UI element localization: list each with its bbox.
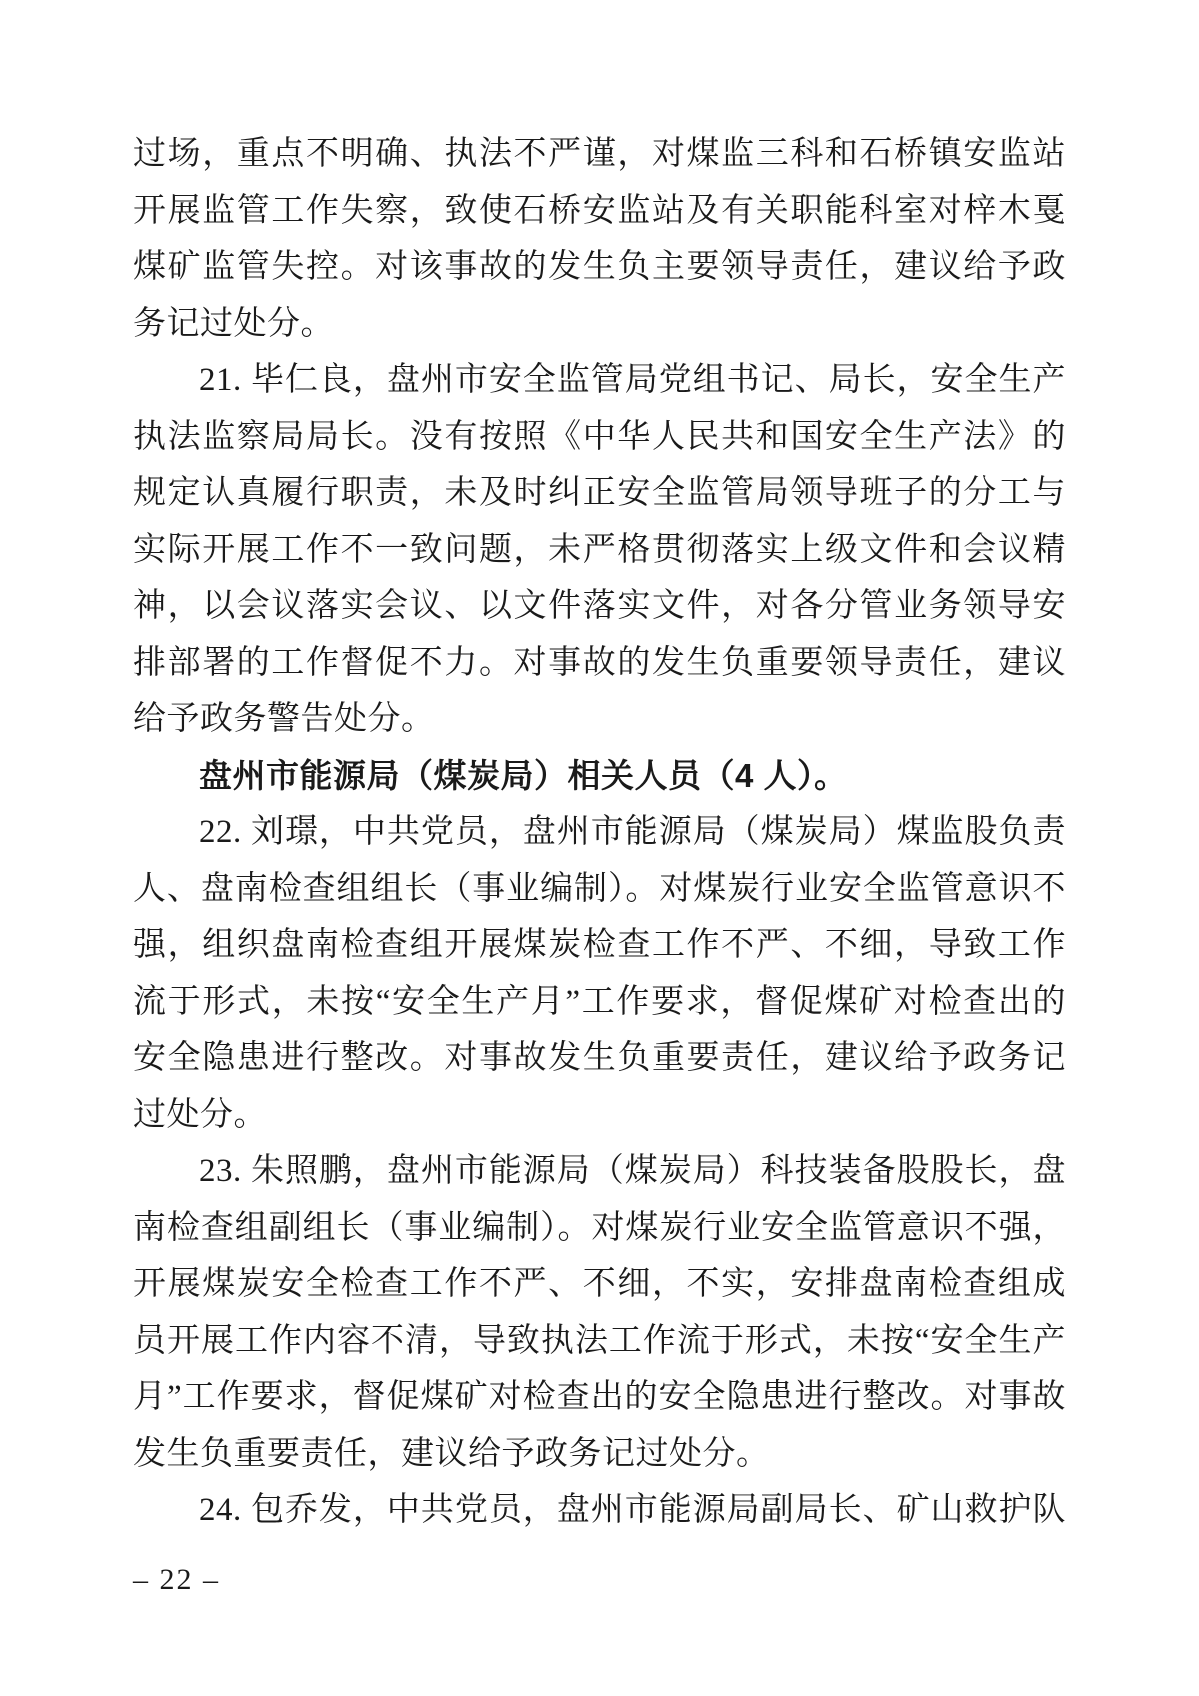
paragraph: 24. 包乔发，中共党员，盘州市能源局副局长、矿山救护队: [199, 1492, 1066, 1528]
section-heading: 盘州市能源局（煤炭局）相关人员（4 人）。: [199, 756, 848, 794]
paragraph: 23. 朱照鹏，盘州市能源局（煤炭局）科技装备股股长，盘南检查组副组长（事业编制）。对煤炭行业安全监管意识不强，开展煤炭安全检查工作不严、不细，不实，安排盘南检查组成员开展工作内容不清，导致执法工作流于形式，未按“安全生产月”工作要求，督促煤矿对检查出的安全隐患进行整改。对事故发生负重要责任，建议给予政务记过处分。: [133, 1153, 1066, 1472]
paragraph: 22. 刘璟，中共党员，盘州市能源局（煤炭局）煤监股负责人、盘南检查组组长（事业编制）。对煤炭行业安全监管意识不强，组织盘南检查组开展煤炭检查工作不严、不细，导致工作流于形式，未按“安全生产月”工作要求，督促煤矿对检查出的安全隐患进行整改。对事故发生负重要责任，建议给予政务记过处分。: [133, 814, 1066, 1133]
document-body: [133, 126, 1066, 1539]
page-number: – 22 –: [133, 1563, 220, 1596]
paragraph: 21. 毕仁良，盘州市安全监管局党组书记、局长，安全生产执法监察局局长。没有按照《中华人民共和国安全生产法》的规定认真履行职责，未及时纠正安全监管局领导班子的分工与实际开展工作不一致问题，未严格贯彻落实上级文件和会议精神，以会议落实会议、以文件落实文件，对各分管业务领导安排部署的工作督促不力。对事故的发生负重要领导责任，建议给予政务警告处分。: [133, 362, 1066, 737]
paragraph: 过场，重点不明确、执法不严谨，对煤监三科和石桥镇安监站开展监管工作失察，致使石桥安监站及有关职能科室对梓木戛煤矿监管失控。对该事故的发生负主要领导责任，建议给予政务记过处分。: [133, 136, 1066, 342]
